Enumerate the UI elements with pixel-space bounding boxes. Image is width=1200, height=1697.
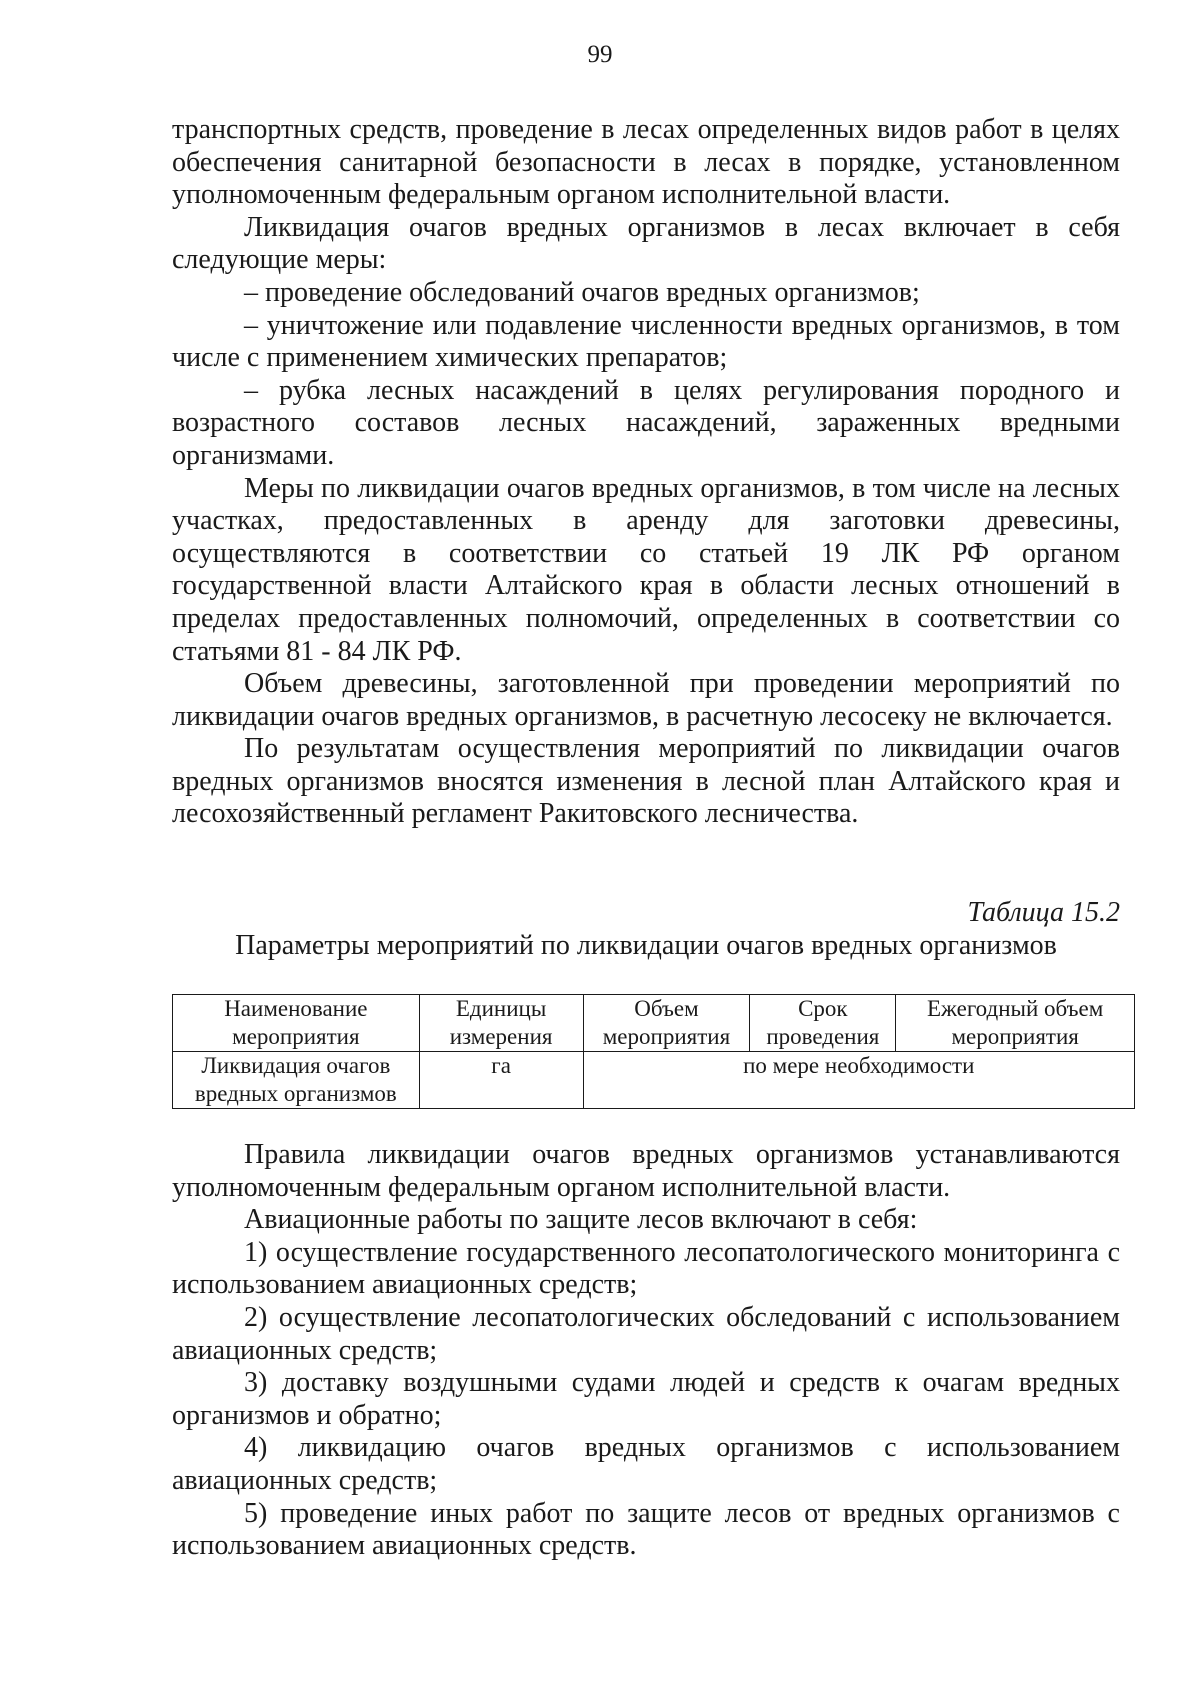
cell-activity-name: Ликвидация очагов вредных организмов xyxy=(173,1052,420,1109)
page-number: 99 xyxy=(587,41,613,68)
cell-units: га xyxy=(419,1052,583,1109)
header-activity-name: Наименование мероприятия xyxy=(173,995,420,1052)
header-annual-volume: Ежегодный объем мероприятия xyxy=(896,995,1135,1052)
paragraph-continuation: транспортных средств, проведение в лесах определенных видов работ в целях обеспечения санитарной безопасности в лесах в порядке, установленном уполномоченным федеральным органом исполнительной власти. xyxy=(172,114,1120,211)
parameters-table xyxy=(172,994,1135,1109)
cell-as-needed: по мере необходимости xyxy=(583,1052,1134,1109)
paragraph-measures: Меры по ликвидации очагов вредных организмов, в том числе на лесных участках, предоставленных в аренду для заготовки древесины, осуществляются в соответствии со статьей 19 ЛК РФ органом государственной власти Алтайского края в области лесных отношений в пределах предоставленных полномочий, определенных в соответствии со статьями 81 - 84 ЛК РФ. xyxy=(172,472,1120,667)
list-item-felling: – рубка лесных насаждений в целях регулирования породного и возрастного составов лесных насаждений, зараженных вредными организмами. xyxy=(172,374,1120,471)
list-item-aviation-1: 1) осуществление государственного лесопатологического мониторинга с использованием авиационных средств; xyxy=(172,1236,1120,1301)
paragraph-aviation-intro: Авиационные работы по защите лесов включают в себя: xyxy=(244,1204,918,1236)
paragraph-results: По результатам осуществления мероприятий по ликвидации очагов вредных организмов вносятся изменения в лесной план Алтайского края и лесохозяйственный регламент Ракитовского лесничества. xyxy=(172,733,1120,830)
paragraph-rules: Правила ликвидации очагов вредных организмов устанавливаются уполномоченным федеральным органом исполнительной власти. xyxy=(172,1139,1120,1203)
paragraph-wood-volume: Объем древесины, заготовленной при проведении мероприятий по ликвидации очагов вредных организмов, в расчетную лесосеку не включается. xyxy=(172,668,1120,732)
list-item-aviation-4: 4) ликвидацию очагов вредных организмов с использованием авиационных средств; xyxy=(172,1432,1120,1496)
table-header-row xyxy=(173,995,1135,1052)
header-units: Единицы измерения xyxy=(419,995,583,1052)
table-title: Параметры мероприятий по ликвидации очагов вредных организмов xyxy=(235,930,1057,961)
header-volume: Объем мероприятия xyxy=(583,995,750,1052)
list-item-aviation-3: 3) доставку воздушными судами людей и средств к очагам вредных организмов и обратно; xyxy=(172,1367,1120,1431)
list-item-destruction: – уничтожение или подавление численности вредных организмов, в том числе с применением химических препаратов; xyxy=(172,309,1120,374)
top-text-block xyxy=(172,114,1120,831)
paragraph-liquidation-intro: Ликвидация очагов вредных организмов в лесах включает в себя следующие меры: xyxy=(172,211,1120,276)
list-item-aviation-5: 5) проведение иных работ по защите лесов от вредных организмов с использованием авиационных средств. xyxy=(172,1497,1120,1562)
bottom-text-block xyxy=(172,1139,1120,1563)
table-row xyxy=(173,1052,1135,1109)
list-item-survey: – проведение обследований очагов вредных организмов; xyxy=(244,276,920,308)
list-item-aviation-2: 2) осуществление лесопатологических обследований с использованием авиационных средств; xyxy=(172,1301,1120,1366)
table-label: Таблица 15.2 xyxy=(967,897,1120,928)
header-term: Срок проведения xyxy=(750,995,896,1052)
